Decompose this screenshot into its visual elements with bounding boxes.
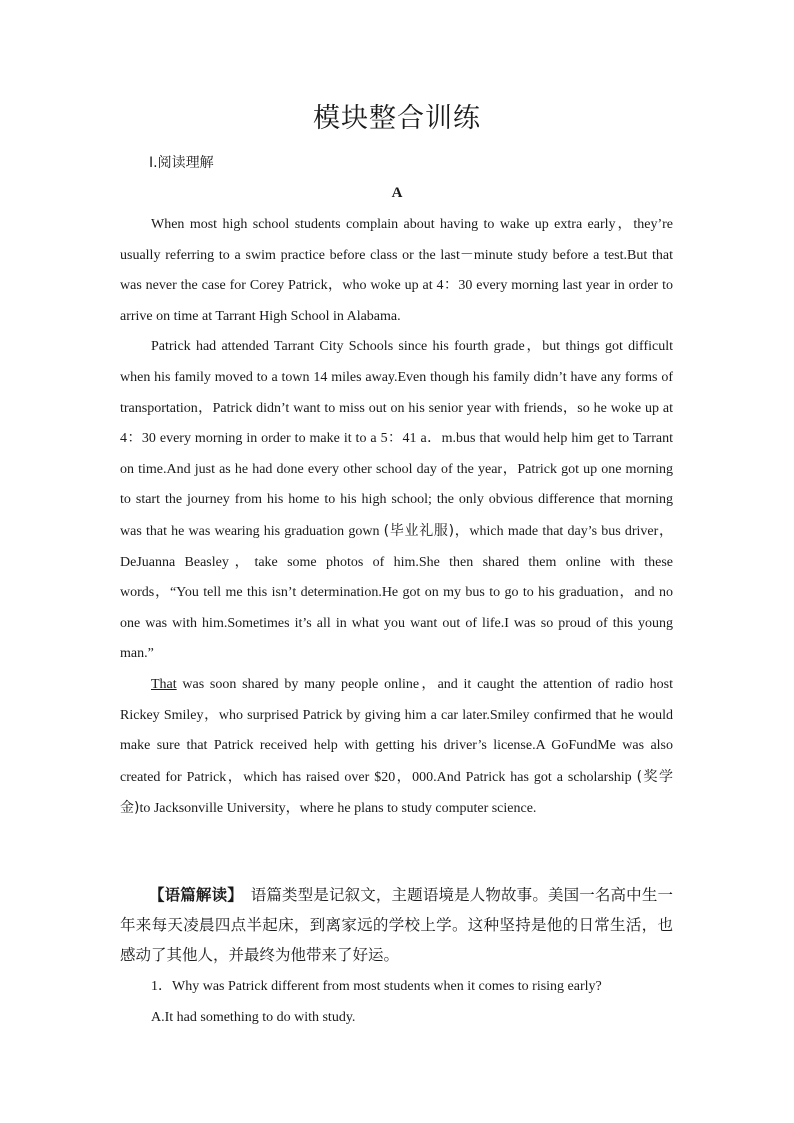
paragraph-2-part-b: ，which made that day’s bus driver，DeJuanna Beasley，take some photos of him.She then shared them online with these words，“You tell me this isn’t determination.He got on my bus to go to his graduation，and no one was with him.Sometimes it’s all in what you want out of life.I was so proud of this young man.” <box>120 523 673 662</box>
section-heading: Ⅰ.阅读理解 <box>149 155 214 171</box>
option-a: A.It had something to do with study. <box>151 1009 356 1025</box>
question-stem: 1．Why was Patrick different from most students when it comes to rising early? <box>151 979 602 994</box>
part-label: A <box>391 185 403 201</box>
note-text: 语篇类型是记叙文，主题语境是人物故事。美国一名高中生一年来每天凌晨四点半起床，到离家远的学校上学。这种坚持是他的日常生活，也感动了其他人，并最终为他带来了好运。 <box>120 886 673 964</box>
paragraph-2-part-a: Patrick had attended Tarrant City Schools since his fourth grade，but things got difficult when his family moved to a town 14 miles away.Even though his family didn’t have any forms of transportation，Patrick didn’t want to miss out on his senior year with friends，so he woke up at 4：30 every morning in order to make it to a 5：41 a．m.bus that would help him get to Tarrant on time.And just as he had done every other school day of the year，Patrick got up one morning to start the journey from his home to his high school; the only obvious difference that morning was that he was wearing his graduation gown <box>120 339 673 539</box>
paragraph-2 <box>120 332 673 670</box>
paragraph-3-part-a: was soon shared by many people online，and it caught the attention of radio host Rickey Smiley，who surprised Patrick by giving him a car later.Smiley confirmed that he would make sure that Patrick received help with getting his driver’s license.A GoFundMe was also created for Patrick，which has raised over $20，000.And Patrick has got a scholarship <box>120 676 673 785</box>
gloss-graduation-gown: (毕业礼服) <box>383 522 455 539</box>
paragraph-3 <box>120 670 673 825</box>
page-title: 模块整合训练 <box>313 103 481 134</box>
underlined-word: That <box>151 676 177 692</box>
passage <box>120 210 673 825</box>
question-block <box>120 972 673 1033</box>
paragraph-3-part-b: to Jacksonville University，where he plans to study computer science. <box>139 801 537 817</box>
gloss-scholarship: (奖学金) <box>120 768 673 817</box>
discourse-note <box>120 880 673 970</box>
paragraph-1: When most high school students complain about having to wake up extra early，they’re usually referring to a swim practice before class or the last－minute study before a test.But that was never the case for Corey Patrick，who woke up at 4：30 every morning last year in order to arrive on time at Tarrant High School in Alabama. <box>120 217 673 324</box>
note-tag: 【语篇解读】 <box>149 886 236 904</box>
